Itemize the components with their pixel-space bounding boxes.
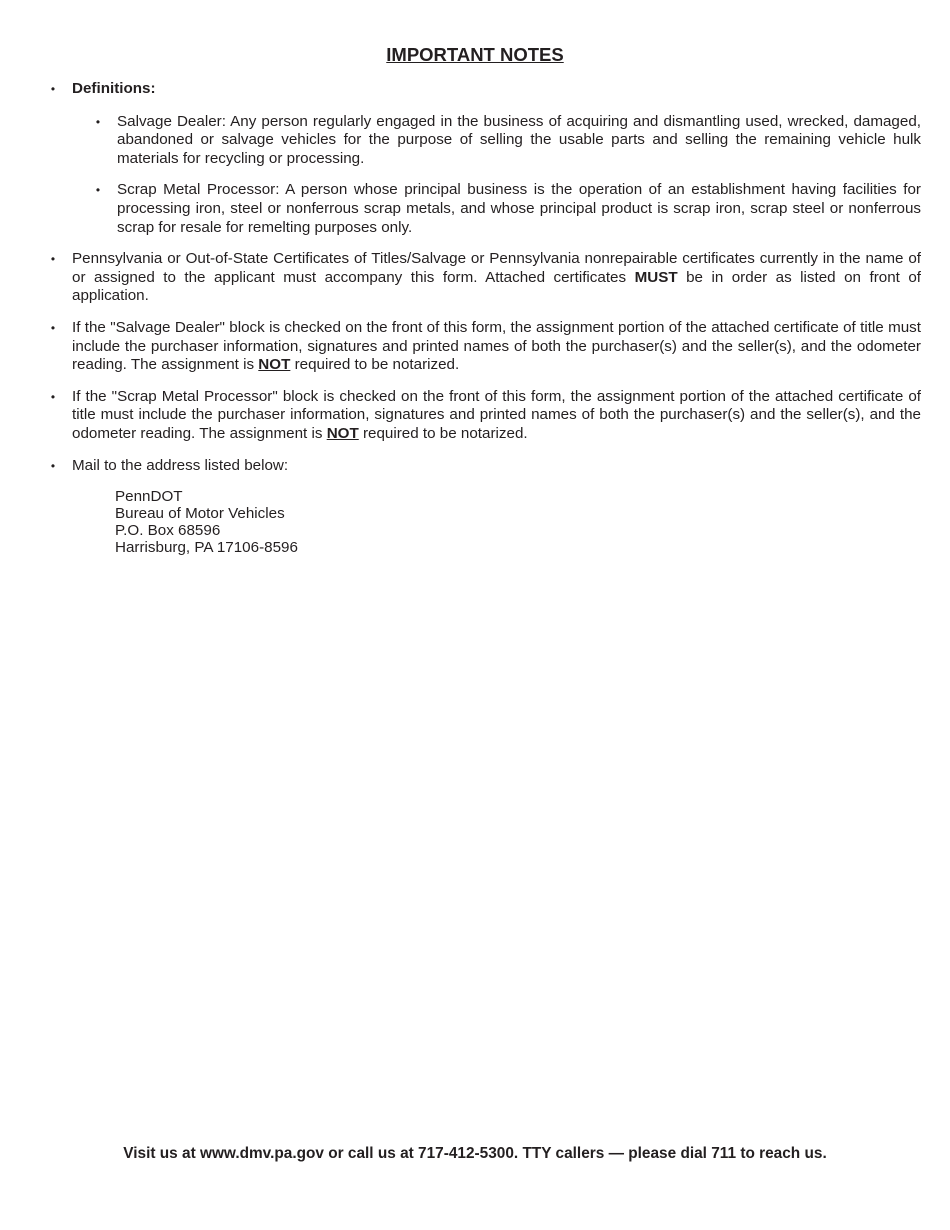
note-emphasis: NOT — [326, 424, 359, 442]
address-line: PennDOT — [115, 488, 183, 506]
address-line: Bureau of Motor Vehicles — [115, 505, 285, 523]
bullet-icon: • — [50, 389, 56, 404]
bullet-icon: • — [95, 183, 101, 198]
list-item-mail — [0, 457, 950, 557]
definition-text: Salvage Dealer: Any person regularly engaged in the business of acquiring and dismantling used, wrecked, damaged, abandoned or salvage vehicles for the purpose of selling the usable parts and selling the remaining vehicle hulk materials for recycling or processing. — [117, 112, 921, 167]
bullet-icon: • — [50, 320, 56, 335]
footer-contact: Visit us at www.dmv.pa.gov or call us at 717-412-5300. TTY callers — please dial 711 to reach us. — [123, 1145, 827, 1162]
bullet-icon: • — [50, 458, 56, 473]
note-text: required to be notarized. — [290, 356, 460, 374]
address-line: Harrisburg, PA 17106-8596 — [115, 539, 298, 557]
definitions-list — [72, 113, 921, 238]
address-line: P.O. Box 68596 — [115, 522, 221, 540]
bullet-icon: • — [95, 114, 101, 129]
definition-salvage-dealer — [72, 113, 921, 169]
mailing-address — [72, 488, 921, 556]
note-text: required to be notarized. — [358, 424, 528, 442]
note-emphasis: NOT — [258, 356, 291, 374]
list-item-certificates — [0, 250, 950, 306]
bullet-icon: • — [50, 252, 56, 267]
definition-text: Scrap Metal Processor: A person whose principal business is the operation of an establishment having facilities for processing iron, steel or nonferrous scrap metals, and whose principal product is scrap iron, scrap steel or nonferrous scrap for resale for remelting purposes only. — [117, 181, 921, 236]
bullet-icon: • — [50, 82, 56, 96]
note-text: If the "Salvage Dealer" block is checked on the front of this form, the assignment portion of the attached certificate of title must include the purchaser information, signatures and printed names of both the purchaser(s) and the seller(s), and the odometer reading. The assignment is — [72, 318, 921, 374]
mail-intro: Mail to the address listed below: — [72, 456, 289, 474]
note-text: be in order as listed on front of application. — [72, 268, 921, 305]
note-emphasis: MUST — [634, 268, 678, 286]
page-title: IMPORTANT NOTES — [386, 44, 564, 65]
list-item-salvage-dealer-block — [0, 319, 950, 375]
note-text: If the "Scrap Metal Processor" block is checked on the front of this form, the assignment portion of the attached certificate of title must include the purchaser information, signatures and printed names of both the purchaser(s) and the seller(s), and the odometer reading. The assignment is — [72, 387, 921, 442]
list-item-definitions — [0, 80, 950, 237]
definition-scrap-metal-processor — [72, 181, 921, 237]
definitions-heading: Definitions: — [72, 80, 156, 97]
note-text: Pennsylvania or Out-of-State Certificates of Titles/Salvage or Pennsylvania nonrepairable certificates currently in the name of or assigned to the applicant must accompany this form. Attached certificates — [72, 250, 921, 286]
list-item-scrap-metal-block — [0, 388, 950, 444]
notes-list — [0, 80, 950, 569]
